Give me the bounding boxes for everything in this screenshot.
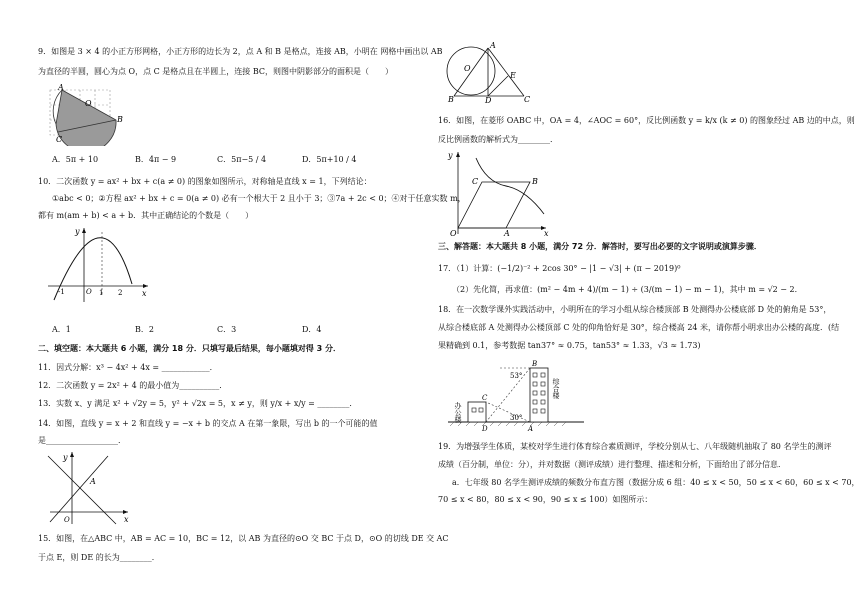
q19-line2: 成绩（百分制，单位：分），并对数据（测评成绩）进行整理、描述和分析，下面给出了部分信息．: [438, 460, 786, 469]
q18-line3: 果精确到 0.1，参考数据 tan37° ≈ 0.75，tan53° ≈ 1.33，√3 ≈ 1.73): [438, 341, 701, 350]
q10-line1: 10．二次函数 y = ax² + bx + c(a ≠ 0) 的图象如图所示，对称轴是直线 x = 1，下列结论：: [38, 177, 372, 186]
q15-label-a: A: [490, 41, 496, 50]
q15-label-b: B: [448, 95, 454, 104]
q13: 13．实数 x、y 满足 x² + √2y = 5，y² + √2x = 5，x ≠ y，则 y/x + x/y = ________．: [38, 399, 358, 408]
q15-label-e: E: [510, 71, 516, 80]
q14-line2: 是__________________．: [38, 436, 126, 445]
q14-label-x: x: [124, 515, 129, 524]
q16-line1: 16．如图，在菱形 OABC 中，OA = 4，∠AOC = 60°，反比例函数 y = k/x (k ≠ 0) 的图象经过 AB 边的中点，则: [438, 116, 855, 125]
section-3-heading: 三、解答题：本大题共 8 小题，满分 72 分．解答时，要写出必要的文字说明或演算步骤．: [438, 242, 762, 251]
q10-parabola-figure: [44, 224, 154, 304]
q12: 12．二次函数 y = 2x² + 4 的最小值为__________．: [38, 381, 228, 390]
q17-part2: （2）先化简，再求值：(m² − 4m + 4)/(m − 1) ÷ (3/(m − 1) − m − 1)，其中 m = √2 − 2．: [452, 285, 803, 294]
q9-option-d: D．5π+10 / 4: [302, 155, 357, 164]
q10-label-1: 1: [99, 289, 104, 297]
q9-label-o: O: [85, 99, 92, 108]
q18-label-d: D: [482, 425, 488, 432]
q18-label-office-building: 办公楼: [454, 402, 462, 423]
q14-label-o: O: [64, 516, 70, 524]
q9-label-a: A: [58, 84, 64, 92]
q10-label-o: O: [86, 288, 92, 296]
q9-option-a: A．5π + 10: [52, 155, 99, 164]
q18-label-b: B: [532, 360, 538, 368]
q18-label-30deg: 30°: [510, 414, 523, 422]
q17-part1: 17．（1）计算：(−1/2)⁻² + 2cos 30° − |1 − √3| + (π − 2019)⁰: [438, 264, 681, 273]
q9-line1: 9．如图是 3 × 4 的小正方形网格，小正方形的边长为 2，点 A 和 B 是格点，连接 AB，小明在 网格中画出以 AB: [38, 47, 443, 56]
q9-option-c: C．5π−5 / 4: [217, 155, 267, 164]
q15-line1: 15．如图，在△ABC 中，AB = AC = 10，BC = 12，以 AB 为直径的⊙O 交 BC 于点 D，⊙O 的切线 DE 交 AC: [38, 534, 449, 543]
q10-label-y: y: [75, 227, 80, 236]
q14-lines-figure: [44, 448, 134, 526]
q14-line1: 14．如图，直线 y = x + 2 和直线 y = −x + b 的交点 A 在第一象限，写出 b 的一个可能的值: [38, 419, 378, 428]
q9-option-b: B．4π − 9: [135, 155, 177, 164]
q18-label-a: A: [528, 425, 534, 432]
q14-label-y: y: [63, 453, 68, 462]
q10-option-d: D．4: [302, 325, 322, 334]
q15-line2: 于点 E，则 DE 的长为________．: [38, 553, 160, 562]
q18-buildings-figure: [446, 356, 586, 432]
q11: 11．因式分解：x³ − 4x² + 4x = ____________．: [38, 363, 218, 372]
q16-label-y: y: [448, 151, 453, 160]
q10-label-neg1: -1: [58, 288, 65, 296]
q16-label-b: B: [532, 177, 538, 186]
q16-label-x: x: [544, 229, 549, 236]
q15-label-o: O: [464, 64, 471, 73]
q14-label-a: A: [90, 477, 96, 486]
q18-line1: 18．在一次数学课外实践活动中，小明所在的学习小组从综合楼顶部 B 处测得办公楼底部 D 处的俯角是 53°，: [438, 305, 832, 314]
q10-label-x: x: [142, 289, 147, 298]
q16-line2: 反比例函数的解析式为________．: [438, 135, 558, 144]
q16-label-o: O: [450, 229, 457, 236]
q15-label-c: C: [524, 95, 531, 104]
q16-label-a: A: [504, 229, 510, 236]
q9-line2: 为直径的半圆，圆心为点 O，点 C 是格点且在半圆上，连接 BC，则图中阴影部分的面积是（ ）: [38, 67, 393, 76]
q19-line4: 70 ≤ x < 80，80 ≤ x < 90，90 ≤ x ≤ 100）如图所示：: [438, 495, 653, 504]
q10-line3: 都有 m(am + b) < a + b．其中正确结论的个数是（ ）: [38, 211, 254, 220]
q18-label-complex-building: 综合楼: [552, 378, 560, 399]
q10-option-c: C．3: [217, 325, 237, 334]
q9-label-c: C: [56, 135, 63, 144]
q15-circle-figure: [444, 38, 534, 104]
q10-line2: ①abc < 0；②方程 ax² + bx + c = 0(a ≠ 0) 必有一个根大于 2 且小于 3；③7a + 2c < 0；④对于任意实数 m，: [52, 194, 466, 203]
q10-option-b: B．2: [135, 325, 154, 334]
q18-line2: 从综合楼底部 A 处测得办公楼顶部 C 处的仰角恰好是 30°，综合楼高 24 米，请你帮小明求出办公楼的高度．(结: [438, 323, 840, 332]
q19-line1: 19．为增强学生体质，某校对学生进行体育综合素质测评，学校分别从七、八年级随机抽取了 80 名学生的测评: [438, 442, 832, 451]
q16-label-c: C: [472, 177, 479, 186]
section-2-heading: 二、填空题：本大题共 6 小题，满分 18 分．只填写最后结果，每小题填对得 3 分．: [38, 344, 341, 353]
q10-option-a: A．1: [52, 325, 71, 334]
q18-label-c: C: [482, 394, 488, 402]
q15-label-d: D: [485, 96, 492, 104]
q9-label-b: B: [117, 115, 123, 124]
q10-label-2: 2: [118, 289, 123, 297]
q16-rhombus-figure: [446, 148, 550, 236]
q19-line3: a．七年级 80 名学生测评成绩的频数分布直方图（数据分成 6 组：40 ≤ x < 50，50 ≤ x < 60，60 ≤ x < 70，: [452, 478, 860, 487]
q9-grid-figure: [44, 84, 130, 146]
q18-label-53deg: 53°: [510, 372, 523, 380]
